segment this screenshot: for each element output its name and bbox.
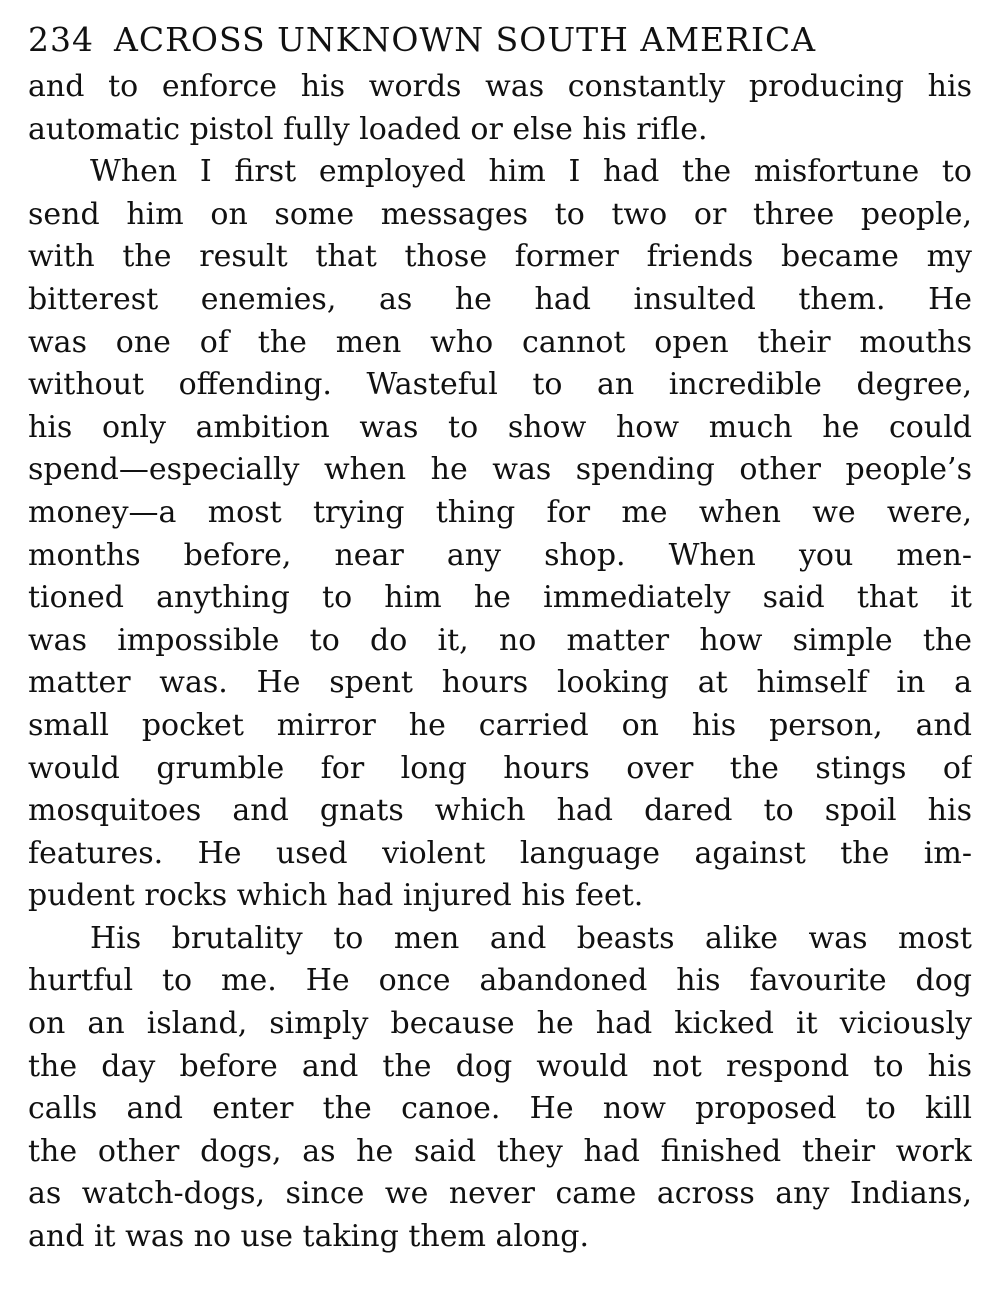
text-line: features. He used violent language against the im-	[28, 835, 972, 871]
text-line: calls and enter the canoe. He now proposed to kill	[28, 1091, 972, 1127]
text-line: and to enforce his words was constantly producing his	[28, 69, 972, 104]
text-line: money—a most trying thing for me when we were,	[28, 494, 972, 530]
text-line: on an island, simply because he had kicked it viciously	[28, 1006, 972, 1042]
text-line: the other dogs, as he said they had finished their work	[28, 1133, 972, 1169]
running-title: ACROSS UNKNOWN SOUTH AMERICA	[114, 20, 817, 59]
text-line: tioned anything to him he immediately said that it	[28, 580, 972, 616]
text-line: his only ambition was to show how much he could	[28, 409, 972, 445]
text-line: was one of the men who cannot open their mouths	[28, 324, 972, 360]
text-line: as watch-dogs, since we never came across any Indians,	[28, 1176, 972, 1212]
book-page	[28, 18, 972, 1259]
text-line: without offending. Wasteful to an incredible degree,	[28, 367, 972, 403]
text-line: and it was no use taking them along.	[28, 1219, 590, 1255]
paragraph-first-line: His brutality to men and beasts alike was most	[90, 920, 972, 956]
paragraph-first-line: When I first employed him I had the misfortune to	[90, 154, 972, 190]
text-line: would grumble for long hours over the stings of	[28, 750, 972, 786]
text-line: with the result that those former friends became my	[28, 239, 972, 275]
text-line: small pocket mirror he carried on his person, and	[28, 707, 972, 743]
page-number: 234	[28, 20, 94, 59]
body-text	[28, 66, 972, 1259]
text-line: pudent rocks which had injured his feet.	[28, 878, 644, 914]
text-line: hurtful to me. He once abandoned his favourite dog	[28, 963, 972, 999]
text-line: bitterest enemies, as he had insulted them. He	[28, 281, 972, 317]
text-line: send him on some messages to two or three people,	[28, 196, 972, 232]
text-line: automatic pistol fully loaded or else his rifle.	[28, 111, 708, 147]
text-line: spend—especially when he was spending other people’s	[28, 452, 972, 488]
text-line: months before, near any shop. When you men-	[28, 537, 972, 573]
text-line: the day before and the dog would not respond to his	[28, 1048, 972, 1084]
text-line: mosquitoes and gnats which had dared to spoil his	[28, 793, 972, 829]
text-line: was impossible to do it, no matter how simple the	[28, 622, 972, 658]
running-head	[28, 18, 972, 66]
text-line: matter was. He spent hours looking at himself in a	[28, 665, 972, 701]
